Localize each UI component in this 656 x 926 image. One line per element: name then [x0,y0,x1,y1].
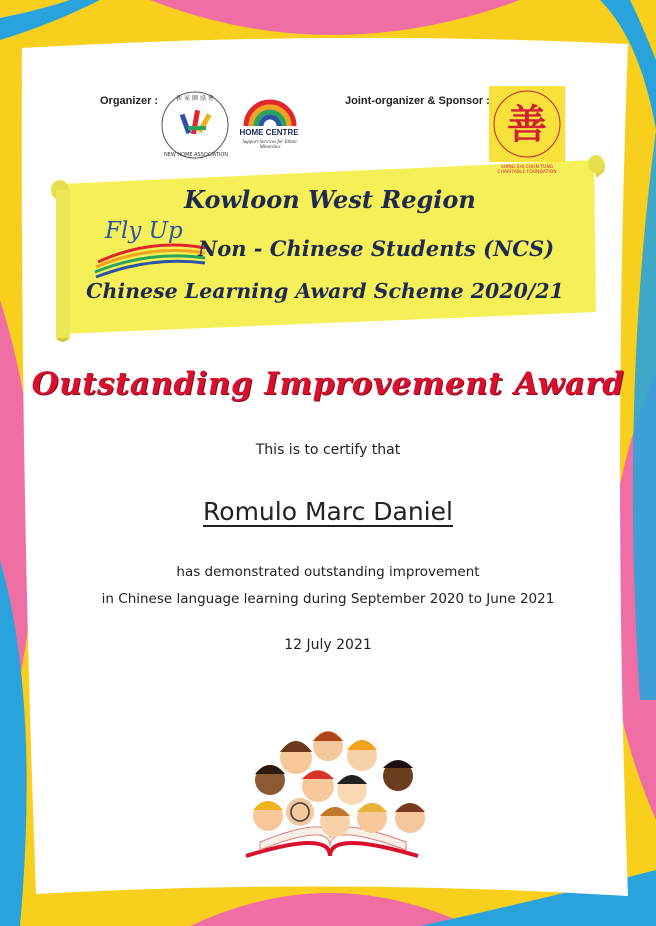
scheme-region: Kowloon West Region [184,185,476,214]
svg-text:善: 善 [507,101,547,148]
home-centre-name: HOME CENTRE [239,128,299,137]
sponsor-logo [489,86,565,162]
nha-name: NEW HOME ASSOCIATION [163,152,229,158]
scheme-target: Non - Chinese Students (NCS) [198,236,555,261]
new-home-association-logo [162,92,228,158]
recipient-name-block [0,497,656,526]
award-title: Outstanding Improvement Award [31,366,625,402]
certificate-date: 12 July 2021 [284,637,372,653]
certify-text: This is to certify that [255,442,401,458]
joint-organizer-label: Joint-organizer & Sponsor : [345,95,490,107]
home-centre-tagline: Support Services for Ethnic Minorities [242,140,298,150]
organizer-label: Organizer : [100,95,159,107]
statement-line-2: in Chinese language learning during September 2020 to June 2021 [101,591,555,607]
recipient-name: Romulo Marc Daniel [203,497,453,526]
statement-line-1: has demonstrated outstanding improvement [176,564,480,580]
svg-text:新 家 園 協 會: 新 家 園 協 會 [176,95,214,102]
sponsor-name: SHING SHI CHUN TUNG CHARITABLE FOUNDATION [497,165,557,175]
scheme-name: Chinese Learning Award Scheme 2020/21 [86,279,564,303]
fly-up-text: Fly Up [105,218,183,244]
